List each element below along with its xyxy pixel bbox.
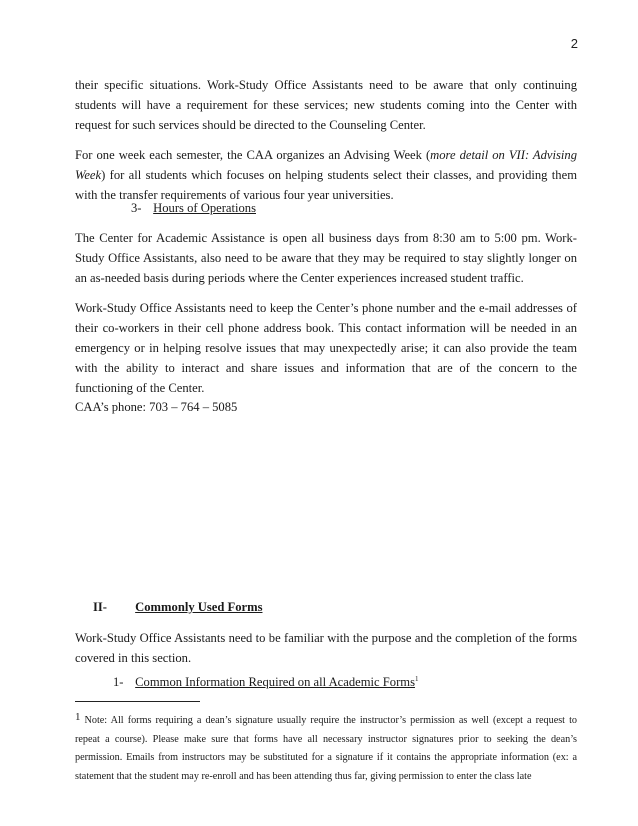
section-heading-forms: [93, 600, 262, 615]
body-text-forms: [75, 629, 577, 669]
subheading-title: Common Information Required on all Academic Forms: [135, 675, 415, 690]
footnote-divider: [75, 701, 200, 702]
subheading-number: 1-: [113, 675, 124, 690]
advising-week-reference: more detail on VII: Advising Week: [75, 148, 577, 183]
paragraph-situations: their specific situations. Work-Study Office Assistants need to be aware that only continuing students will have a requirement for these services; new students coming into the Center with request for such services should be directed to the Counseling Center.: [75, 78, 577, 132]
section-number: II-: [93, 600, 107, 614]
footnote-text: Note: All forms requiring a dean’s signature usually require the instructor’s permission as well (except a request to repeat a course). Please make sure that forms have all necessary instructor signatures prior to seeking the dean’s permission. Emails from instructors may be substituted for a signature if it contains the appropriate information (ex: a statement that the student may re-enroll and has been attending thus far, giving permission to enter the class late: [75, 715, 577, 782]
paragraph-advising-week: [75, 146, 577, 205]
heading-title: Hours of Operations: [153, 201, 256, 215]
page-number: 2: [570, 36, 578, 51]
paragraph-hours: The Center for Academic Assistance is open all business days from 8:30 am to 5:00 pm. Work-Study Office Assistants, also need to be aware that they may be required to stay slightly longer on an as-needed basis during periods where the Center experiences increased student traffic.: [75, 231, 577, 285]
footnote: [75, 708, 577, 786]
section-title: Commonly Used Forms: [135, 600, 263, 614]
body-text-hours: [75, 229, 577, 418]
body-text: [75, 76, 577, 206]
footnote-mark: 1: [75, 711, 81, 723]
heading-number: 3-: [131, 201, 142, 215]
phone-line: CAA’s phone: 703 – 764 – 5085: [75, 400, 238, 415]
paragraph-forms-intro: Work-Study Office Assistants need to be familiar with the purpose and the completion of the forms covered in this section.: [75, 631, 577, 665]
paragraph-contacts: Work-Study Office Assistants need to keep the Center’s phone number and the e-mail addresses of their co-workers in their cell phone address book. This contact information will be needed in an emergency or in helping resolve issues that may unexpectedly arise; it can also provide the team with the ability to interact and share issues and information that are of the concern to the functioning of the Center.: [75, 301, 577, 395]
advising-week-text-after: ) for all students which focuses on helping students select their classes, and providing them with the transfer requirements of various four year universities.: [75, 168, 577, 202]
footnote-reference: 1: [414, 675, 419, 683]
heading-hours-of-operations: [131, 201, 256, 216]
advising-week-text-before: For one week each semester, the CAA organizes an Advising Week (: [75, 148, 431, 163]
subheading-common-information: [113, 675, 418, 690]
